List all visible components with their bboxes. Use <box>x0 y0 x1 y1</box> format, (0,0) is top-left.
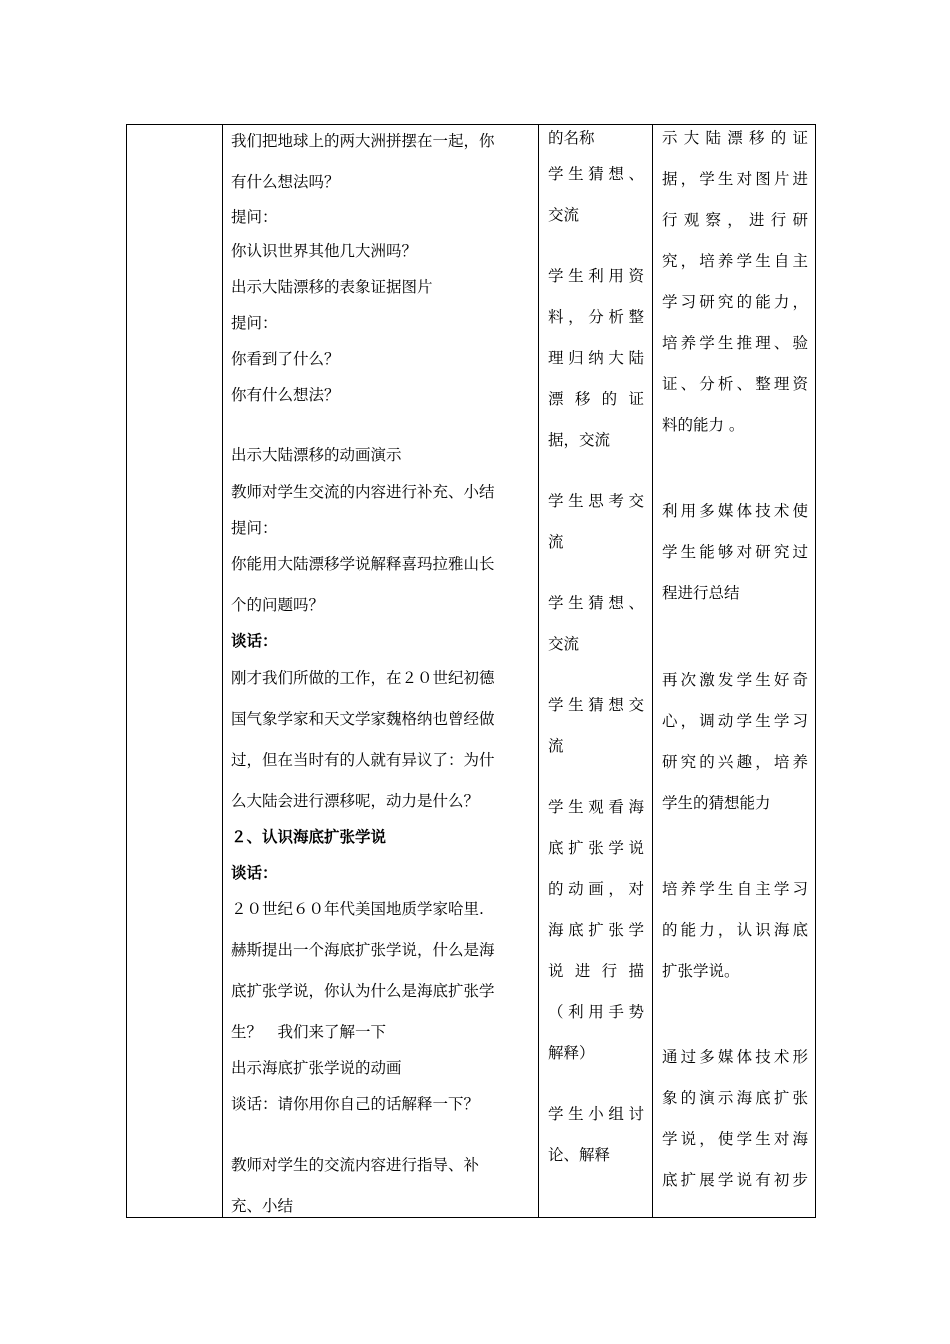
purpose-line: 的能力，认识海底 <box>662 921 808 939</box>
student-line: 学生观看海 <box>548 798 644 816</box>
purpose-line: 培养学生推理、验 <box>662 334 808 352</box>
teacher-line: 出示大陆漂移的表象证据图片 <box>231 278 433 296</box>
teacher-line: 过，但在当时有的人就有异议了：为什 <box>231 751 495 769</box>
purpose-line: 扩张学说。 <box>662 962 740 980</box>
teacher-line: 出示大陆漂移的动画演示 <box>231 446 402 464</box>
student-line: 底扩张学说 <box>548 839 644 857</box>
student-line: （利用手势 <box>548 1003 644 1021</box>
teacher-line: 充、小结 <box>231 1197 294 1215</box>
student-line: 学生利用资 <box>548 267 644 285</box>
purpose-line: 通过多媒体技术形 <box>662 1048 808 1066</box>
teacher-line: 你有什么想法？ <box>231 386 340 404</box>
student-line: 的动画，对 <box>548 880 644 898</box>
lesson-table <box>126 124 816 1218</box>
teacher-line: 个的问题吗？ <box>231 596 325 614</box>
teacher-line: 你看到了什么？ <box>231 350 340 368</box>
talk-heading: 谈话： <box>231 632 278 650</box>
purpose-line: 学生能够对研究过 <box>662 543 808 561</box>
teacher-line: 你能用大陆漂移学说解释喜玛拉雅山长 <box>231 555 495 573</box>
teacher-line: 谈话：请你用你自己的话解释一下？ <box>231 1095 480 1113</box>
student-line: 解释） <box>548 1044 595 1062</box>
section-heading: ２、认识海底扩张学说 <box>231 828 387 846</box>
talk-heading: 谈话： <box>231 864 278 882</box>
student-line: 料，分析整 <box>548 308 644 326</box>
purpose-line: 象的演示海底扩张 <box>662 1089 808 1107</box>
student-line: 学生猜想、 <box>548 165 644 183</box>
student-line: 交流 <box>548 206 580 224</box>
purpose-line: 利用多媒体技术使 <box>662 502 808 520</box>
student-line: 论、解释 <box>548 1146 611 1164</box>
teacher-line: 么大陆会进行漂移呢，动力是什么？ <box>231 792 480 810</box>
teacher-line: 刚才我们所做的工作，在２０世纪初德 <box>231 669 495 687</box>
purpose-line: 究，培养学生自主 <box>662 252 808 270</box>
student-line: 的名称 <box>548 129 595 147</box>
student-line: 学生小组讨 <box>548 1105 644 1123</box>
purpose-line: 再次激发学生好奇 <box>662 671 808 689</box>
student-line: 学生猜想交 <box>548 696 644 714</box>
purpose-line: 研究的兴趣，培养 <box>662 753 808 771</box>
purpose-line: 料的能力 。 <box>662 416 745 434</box>
teacher-line: 生？ 我们来了解一下 <box>231 1023 387 1041</box>
purpose-line: 程进行总结 <box>662 584 740 602</box>
teacher-line: ２０世纪６０年代美国地质学家哈里. <box>231 900 484 918</box>
purpose-line: 示大陆漂移的证 <box>662 129 808 147</box>
teacher-line: 提问： <box>231 208 278 226</box>
teacher-line: 出示海底扩张学说的动画 <box>231 1059 402 1077</box>
teacher-line: 国气象学家和天文学家魏格纳也曾经做 <box>231 710 495 728</box>
teacher-activity-column <box>223 125 539 1217</box>
purpose-line: 学习研究的能力， <box>662 293 808 311</box>
teacher-line: 底扩张学说，你认为什么是海底扩张学 <box>231 982 495 1000</box>
purpose-line: 学说，使学生对海 <box>662 1130 808 1148</box>
purpose-line: 心，调动学生学习 <box>662 712 808 730</box>
purpose-line: 证、分析、整理资 <box>662 375 808 393</box>
student-line: 说进行描 <box>548 962 644 980</box>
purpose-line: 学生的猜想能力 <box>662 794 771 812</box>
teacher-line: 提问： <box>231 314 278 332</box>
teacher-line: 教师对学生交流的内容进行补充、小结 <box>231 483 495 501</box>
teacher-line: 有什么想法吗？ <box>231 173 340 191</box>
student-line: 流 <box>548 737 564 755</box>
design-purpose-column <box>653 125 817 1217</box>
student-line: 学生思考交 <box>548 492 644 510</box>
student-line: 流 <box>548 533 564 551</box>
student-line: 据，交流 <box>548 431 611 449</box>
student-line: 海底扩张学 <box>548 921 644 939</box>
teacher-line: 赫斯提出一个海底扩张学说，什么是海 <box>231 941 495 959</box>
purpose-line: 行观察，进行研 <box>662 211 808 229</box>
student-line: 理归纳大陆 <box>548 349 644 367</box>
teacher-line: 你认识世界其他几大洲吗？ <box>231 242 418 260</box>
teacher-line: 我们把地球上的两大洲拼摆在一起，你 <box>231 132 495 150</box>
stage-column <box>127 125 223 1217</box>
teacher-line: 提问： <box>231 519 278 537</box>
purpose-line: 据，学生对图片进 <box>662 170 808 188</box>
student-line: 学生猜想、 <box>548 594 644 612</box>
student-activity-column <box>539 125 653 1217</box>
student-line: 漂移的证 <box>548 390 644 408</box>
student-line: 交流 <box>548 635 580 653</box>
purpose-line: 底扩展学说有初步 <box>662 1171 808 1189</box>
purpose-line: 培养学生自主学习 <box>662 880 808 898</box>
teacher-line: 教师对学生的交流内容进行指导、补 <box>231 1156 480 1174</box>
